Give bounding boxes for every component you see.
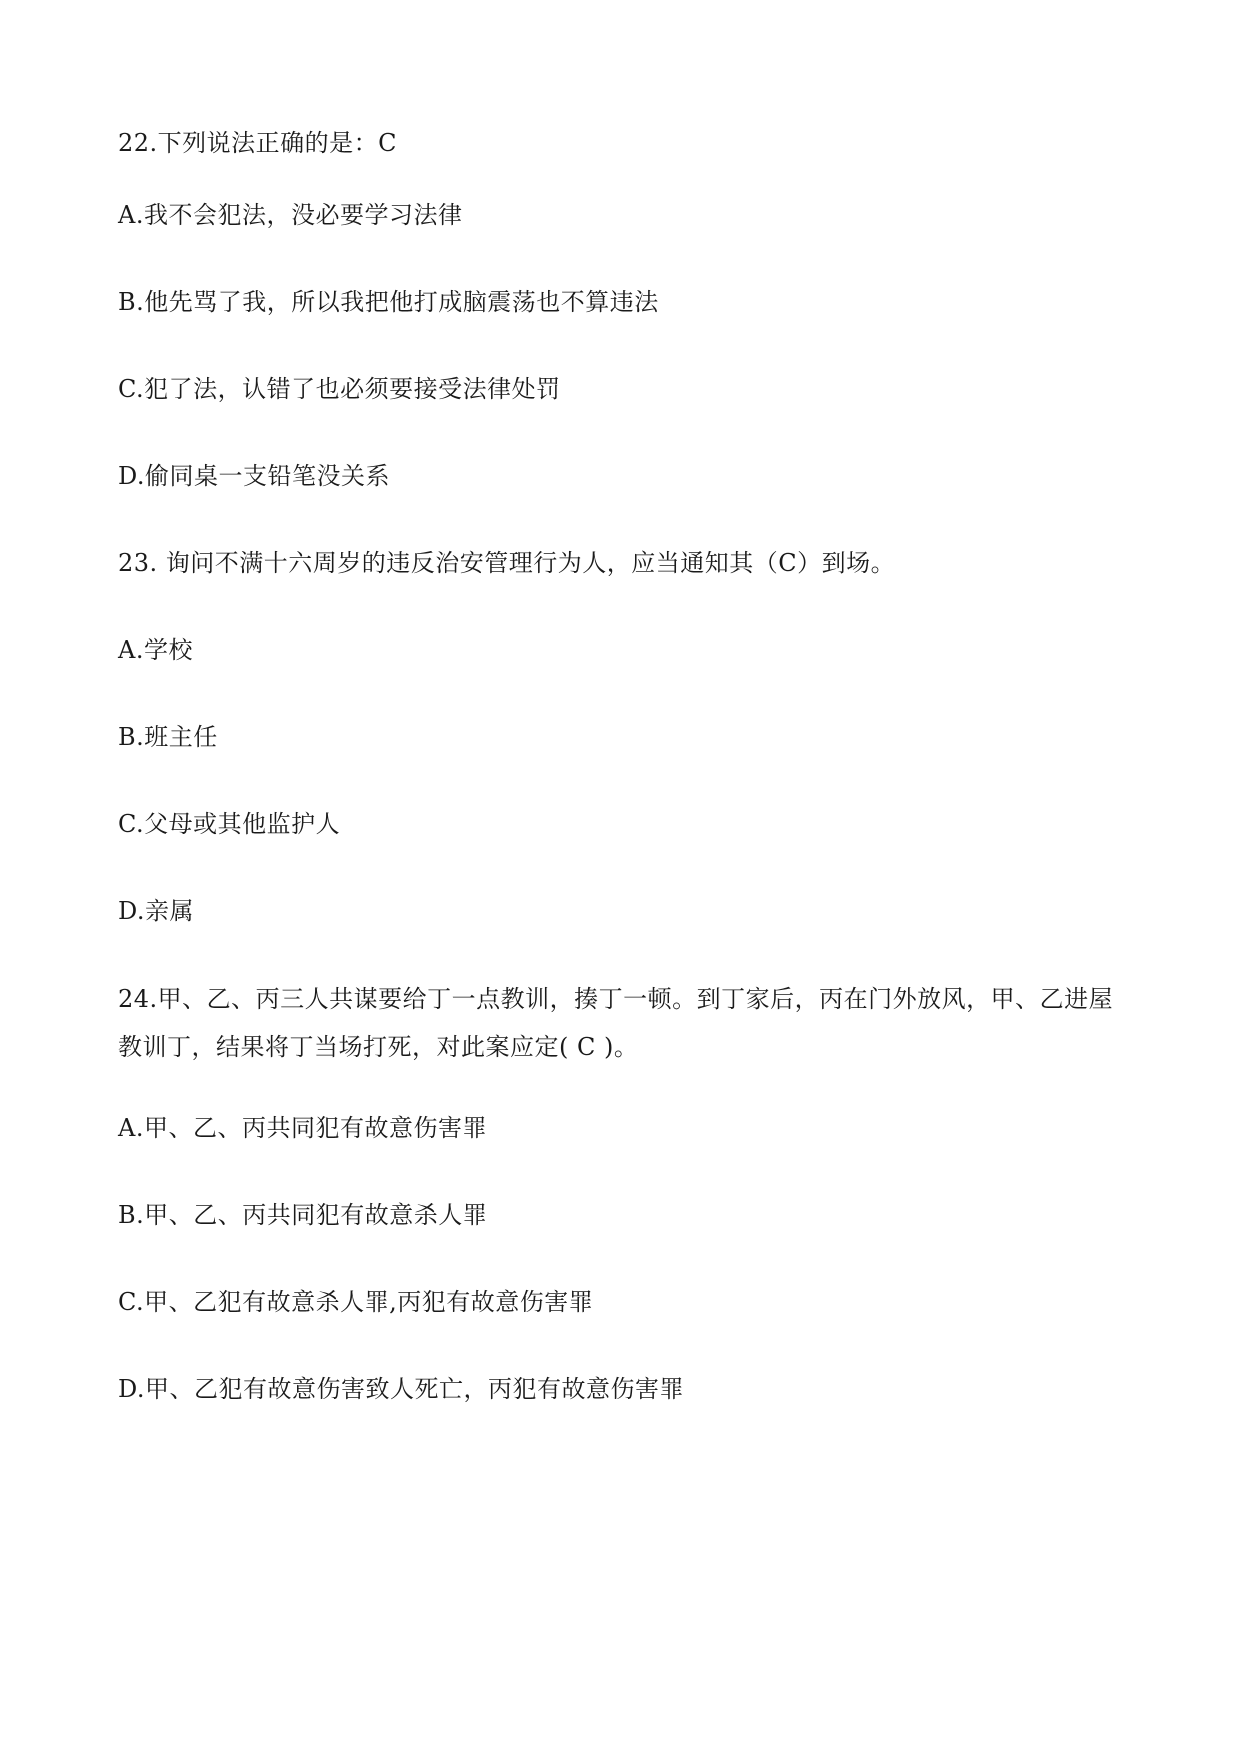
question-22-option-c: C.犯了法，认错了也必须要接受法律处罚 <box>118 375 561 403</box>
question-24-option-a: A.甲、乙、丙共同犯有故意伤害罪 <box>118 1114 487 1142</box>
question-24-stem-line2: 教训丁，结果将丁当场打死，对此案应定( C )。 <box>118 1033 639 1061</box>
question-22-stem: 22.下列说法正确的是：C <box>118 129 398 157</box>
question-23-option-a: A.学校 <box>118 636 193 664</box>
question-22-option-a: A.我不会犯法，没必要学习法律 <box>118 201 463 229</box>
question-24-option-c: C.甲、乙犯有故意杀人罪,丙犯有故意伤害罪 <box>118 1288 594 1316</box>
question-23-option-d: D.亲属 <box>118 897 195 925</box>
question-22-option-b: B.他先骂了我，所以我把他打成脑震荡也不算违法 <box>118 288 659 316</box>
question-24-stem-line1: 24.甲、乙、丙三人共谋要给丁一点教训，揍丁一顿。到丁家后，丙在门外放风，甲、乙进屋 <box>118 985 1114 1013</box>
question-23-stem: 23. 询问不满十六周岁的违反治安管理行为人，应当通知其（C）到场。 <box>118 549 896 577</box>
question-24-option-b: B.甲、乙、丙共同犯有故意杀人罪 <box>118 1201 488 1229</box>
question-23-option-c: C.父母或其他监护人 <box>118 810 341 838</box>
question-23-option-b: B.班主任 <box>118 723 218 751</box>
question-24-option-d: D.甲、乙犯有故意伤害致人死亡，丙犯有故意伤害罪 <box>118 1375 685 1403</box>
question-22-option-d: D.偷同桌一支铅笔没关系 <box>118 462 391 490</box>
